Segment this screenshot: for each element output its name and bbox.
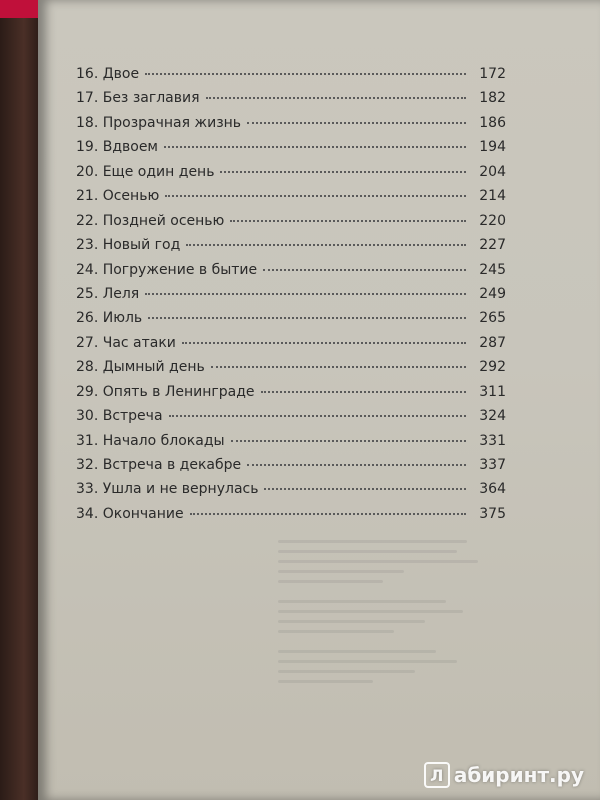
toc-entry-page-number: 227 [479,237,506,254]
toc-entry-page-number: 186 [479,114,506,131]
toc-entry [76,237,506,261]
dot-leader [231,440,466,442]
dot-leader [169,415,466,417]
toc-entry-page-number: 172 [479,66,506,82]
toc-entry-title: 20. Еще один день [76,163,215,180]
dot-leader [230,220,466,222]
toc-entry-title: 28. Дымный день [76,359,205,376]
dot-leader [247,122,466,124]
dot-leader [165,195,466,197]
dot-leader [247,464,466,466]
toc-entry-title: 26. Июль [76,310,143,327]
toc-entry [76,90,506,114]
toc-entry-title: 19. Вдвоем [76,139,158,156]
toc-entry [76,139,506,163]
toc-entry-title: 24. Погружение в бытие [76,261,258,278]
dot-leader [190,513,466,515]
dot-leader [263,269,466,271]
toc-entry-title: 16. Двое [76,66,140,82]
dot-leader [148,317,466,319]
toc-entry [76,335,506,359]
toc-entry-page-number: 337 [479,457,506,473]
toc-entry [76,115,506,139]
toc-entry-title: 27. Час атаки [76,334,176,351]
dot-leader [182,342,466,344]
dot-leader [211,366,466,368]
dot-leader [264,488,466,490]
dot-leader [206,97,466,99]
toc-entry [76,506,506,530]
toc-entry [76,457,506,481]
table-of-contents [76,66,506,530]
book-cover-edge [0,0,40,800]
dot-leader [220,171,466,173]
toc-entry [76,286,506,310]
toc-entry [76,164,506,188]
toc-entry [76,66,506,90]
toc-entry-page-number: 331 [479,432,506,449]
toc-entry [76,262,506,286]
toc-entry-title: 21. Осенью [76,188,160,205]
toc-entry-title: 30. Встреча [76,408,163,425]
toc-entry-page-number: 265 [479,310,506,327]
toc-entry [76,433,506,457]
dot-leader [186,244,466,246]
toc-entry [76,481,506,505]
toc-entry-page-number: 214 [479,188,506,205]
toc-entry-title: 22. Поздней осенью [76,212,225,229]
toc-entry-title: 33. Ушла и не вернулась [76,481,259,498]
dot-leader [145,293,466,295]
show-through-text [278,540,488,690]
toc-entry-title: 17. Без заглавия [76,90,200,107]
toc-entry-title: 29. Опять в Ленинграде [76,383,255,400]
watermark-text: абиринт.ру [453,763,584,787]
toc-entry-page-number: 292 [479,359,506,376]
toc-entry [76,310,506,334]
toc-entry [76,213,506,237]
toc-entry-page-number: 204 [479,163,506,180]
toc-entry-title: 25. Леля [76,285,140,302]
toc-entry [76,408,506,432]
toc-entry [76,359,506,383]
toc-entry [76,188,506,212]
dot-leader [261,391,466,393]
toc-entry-title: 23. Новый год [76,237,181,254]
labirint-logo-icon: Л [424,762,450,788]
dot-leader [145,73,466,75]
toc-entry-page-number: 249 [479,285,506,302]
toc-entry-page-number: 375 [479,505,506,522]
toc-entry-page-number: 364 [479,481,506,498]
toc-entry-page-number: 182 [479,90,506,107]
toc-entry-page-number: 311 [479,383,506,400]
toc-entry-title: 31. Начало блокады [76,432,225,449]
toc-entry-page-number: 194 [479,139,506,156]
toc-entry-page-number: 287 [479,334,506,351]
toc-entry-title: 18. Прозрачная жизнь [76,114,242,131]
dot-leader [164,146,466,148]
toc-entry-title: 32. Встреча в декабре [76,457,242,473]
toc-entry-title: 34. Окончание [76,505,184,522]
toc-entry-page-number: 324 [479,408,506,425]
toc-entry [76,384,506,408]
watermark-logo [424,762,584,788]
toc-entry-page-number: 245 [479,261,506,278]
toc-entry-page-number: 220 [479,212,506,229]
